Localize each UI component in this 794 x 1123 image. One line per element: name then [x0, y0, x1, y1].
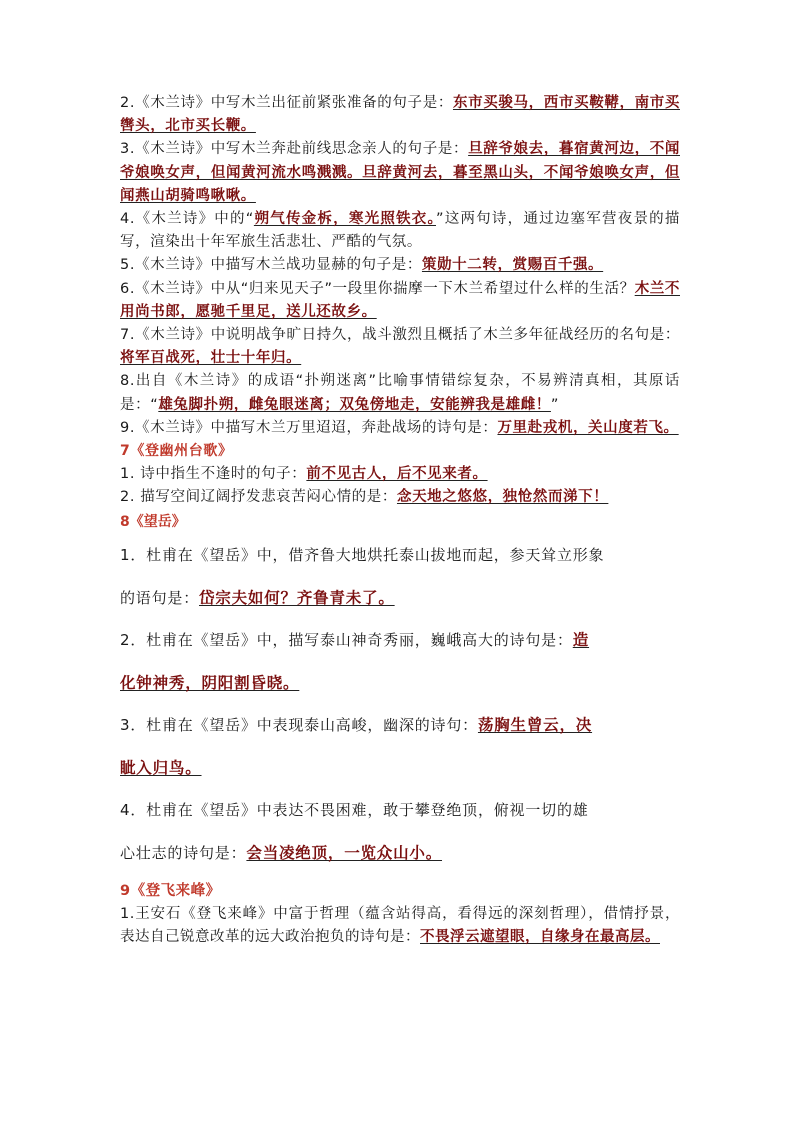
question-text: 《木兰诗》中写木兰出征前紧张准备的句子是：	[135, 95, 453, 111]
section-heading: 9《登飞来峰》	[120, 883, 221, 900]
question-text: 1．杜甫在《望岳》中，借齐鲁大地烘托泰山拔地而起，参天耸立形象	[120, 546, 605, 565]
dengyouzhou-section	[120, 440, 680, 509]
answer-text: 念天地之悠悠，独怆然而涕下！	[396, 489, 609, 506]
question-text: 《木兰诗》中的“	[135, 211, 254, 228]
wangyue-section	[120, 511, 680, 874]
question-2	[120, 92, 680, 138]
question-text-tail: ”	[550, 396, 560, 413]
section-heading: 7《登幽州台歌》	[120, 443, 233, 460]
text-line	[120, 832, 680, 875]
question-text: 心壮志的诗句是：	[120, 843, 247, 862]
question-number: 6.	[120, 280, 136, 297]
question-number: 2.	[120, 95, 136, 111]
question-4	[120, 208, 680, 254]
text-line	[120, 789, 680, 832]
document-page	[120, 92, 680, 949]
question-6	[120, 278, 680, 324]
question-text: 王安石《登飞来峰》中富于哲理（蕴含站得高，看得远的深刻哲理），借情抒景，表达自己锐意改革的远大政治抱负的诗句是：	[120, 906, 680, 946]
question-text: 诗中指生不逢时的句子：	[140, 466, 307, 483]
question-item	[120, 486, 680, 509]
question-number: 7.	[120, 327, 136, 344]
question-number: 4.	[120, 211, 136, 228]
question-7	[120, 324, 680, 370]
question-text: 4．杜甫在《望岳》中表达不畏困难，敢于攀登绝顶，俯视一切的雄	[120, 801, 589, 820]
text-line	[120, 619, 680, 662]
question-text: 《木兰诗》中从“归来见天子”一段里你揣摩一下木兰希望过什么样的生活？	[135, 280, 635, 297]
question-item	[120, 903, 680, 949]
answer-text: 眦入归鸟。	[120, 758, 202, 777]
answer-text: 前不见古人，后不见来者。	[306, 466, 488, 483]
answer-text: 朔气传金柝，寒光照铁衣。	[253, 211, 436, 228]
question-number: 1.	[120, 466, 136, 483]
question-9	[120, 417, 680, 440]
text-line	[120, 534, 680, 577]
question-number: 9.	[120, 419, 136, 436]
answer-text: 不畏浮云遮望眼，自缘身在最高层。	[420, 929, 660, 946]
question-number: 5.	[120, 257, 136, 274]
answer-text: 会当凌绝顶，一览众山小。	[246, 843, 443, 862]
question-text: 的语句是：	[120, 588, 200, 607]
question-text: 出自《木兰诗》的成语“扑朔迷离”比喻事情错综复杂，不易辨清真相，其原话是：“	[120, 373, 680, 413]
question-number: 2.	[120, 489, 136, 506]
answer-text: 木兰不用尚书郎，愿驰千里足，送儿还故乡。	[120, 280, 680, 320]
question-number: 1.	[120, 906, 135, 923]
wangyue-lines	[120, 534, 680, 874]
section-heading: 8《望岳》	[120, 514, 186, 531]
answer-text: 荡胸生曾云，决	[477, 716, 593, 735]
question-3	[120, 138, 680, 208]
answer-text: 岱宗夫如何？齐鲁青未了。	[199, 588, 395, 607]
answer-text: 旦辞爷娘去，暮宿黄河边，不闻爷娘唤女声，但闻黄河流水鸣溅溅。旦辞黄河去，暮至黑山头，不闻爷娘唤女声，但闻燕山胡骑鸣啾啾。	[120, 141, 680, 204]
answer-text: 造	[572, 631, 590, 650]
question-text-tail: ”这两句诗，通过边塞军营夜景的描写，渲染出十年军旅生活悲壮、严酷的气氛。	[120, 211, 680, 251]
mulan-section	[120, 92, 680, 440]
text-line	[120, 662, 680, 705]
text-line	[120, 577, 680, 620]
answer-text: 化钟神秀，阴阳割昏晓。	[120, 673, 300, 692]
question-text: 《木兰诗》中描写木兰战功显赫的句子是：	[135, 257, 422, 274]
text-line	[120, 747, 680, 790]
answer-text: 东市买骏马，西市买鞍鞯，南市买辔头，北市买长鞭。	[120, 95, 680, 135]
question-text: 《木兰诗》中描写木兰万里迢迢，奔赴战场的诗句是：	[135, 419, 498, 436]
question-text: 《木兰诗》中写木兰奔赴前线思念亲人的句子是：	[135, 141, 469, 158]
question-text: 描写空间辽阔抒发悲哀苦闷心情的是：	[140, 489, 397, 506]
answer-text: 万里赴戎机，关山度若飞。	[497, 419, 679, 436]
question-5	[120, 254, 680, 277]
answer-text: 策勋十二转，赏赐百千强。	[421, 257, 604, 274]
question-8	[120, 370, 680, 416]
question-number: 3.	[120, 141, 136, 158]
question-number: 8.	[120, 373, 136, 390]
feilaifeng-section	[120, 880, 680, 949]
text-line	[120, 704, 680, 747]
answer-text: 雄兔脚扑朔，雌兔眼迷离；双兔傍地走，安能辨我是雄雌！	[158, 396, 551, 413]
question-text: 3．杜甫在《望岳》中表现泰山高峻，幽深的诗句：	[120, 716, 478, 735]
question-text: 《木兰诗》中说明战争旷日持久，战斗激烈且概括了木兰多年征战经历的名句是：	[135, 327, 680, 344]
answer-text: 将军百战死，壮士十年归。	[120, 350, 302, 367]
question-text: 2．杜甫在《望岳》中，描写泰山神奇秀丽，巍峨高大的诗句是：	[120, 631, 573, 650]
question-item	[120, 463, 680, 486]
